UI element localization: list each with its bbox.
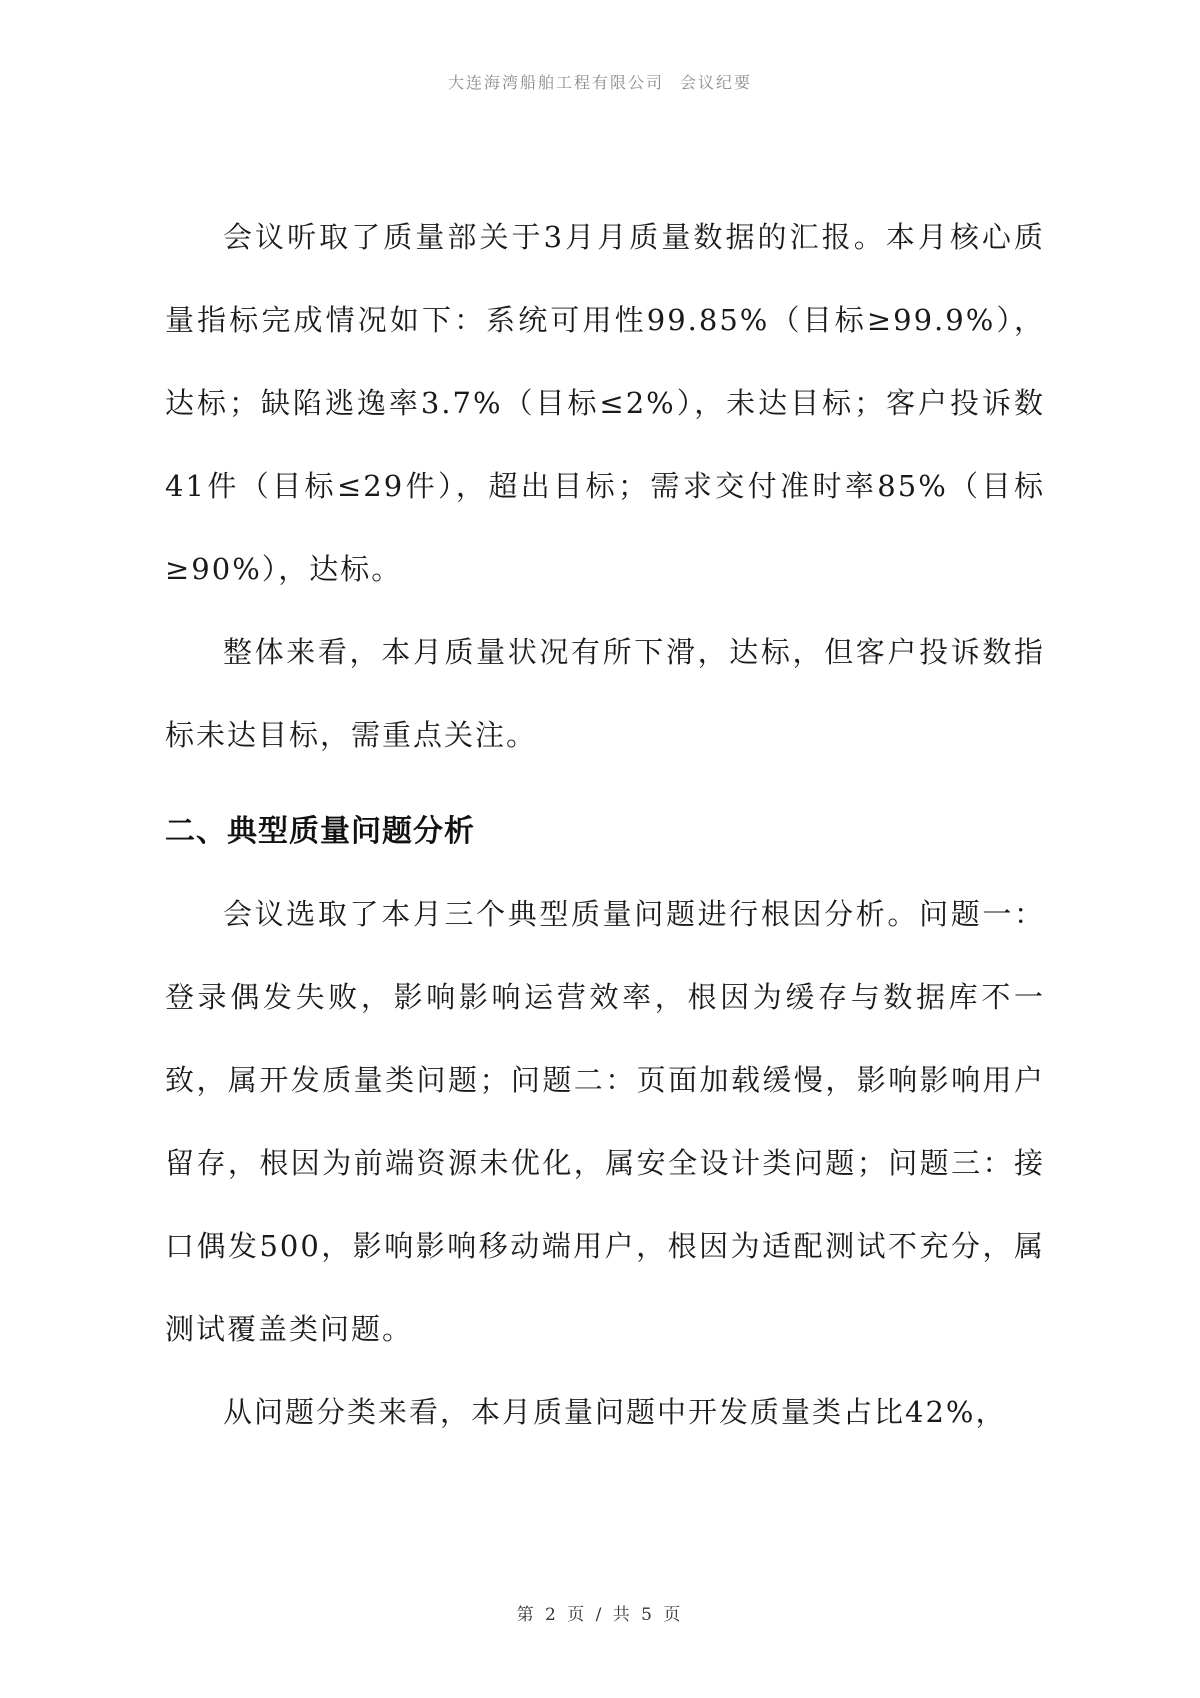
paragraph-root-cause-analysis: 会议选取了本月三个典型质量问题进行根因分析。问题一：登录偶发失败，影响影响运营效率，根因为缓存与数据库不一致，属开发质量类问题；问题二：页面加载缓慢，影响影响用户留存，根因为前端资源未优化，属安全设计类问题；问题三：接口偶发500，影响影响移动端用户，根因为适配测试不充分，属测试覆盖类问题。 — [165, 897, 1045, 1346]
page-footer-indicator: 第 2 页 / 共 5 页 — [516, 1605, 684, 1625]
paragraph-quality-metrics: 会议听取了质量部关于3月月质量数据的汇报。本月核心质量指标完成情况如下：系统可用性99.85%（目标≥99.9%），达标；缺陷逃逸率3.7%（目标≤2%），未达目标；客户投诉数41件（目标≤29件），超出目标；需求交付准时率85%（目标≥90%），达标。 — [165, 220, 1045, 586]
section-heading-typical-issues: 二、典型质量问题分析 — [165, 814, 475, 849]
page-header — [0, 70, 1200, 93]
header-company: 大连海湾船舶工程有限公司 — [447, 73, 664, 92]
paragraph-issue-classification: 从问题分类来看，本月质量问题中开发质量类占比42%， — [223, 1395, 1007, 1429]
header-doc-type: 会议纪要 — [680, 73, 753, 92]
paragraph-overall-summary: 整体来看，本月质量状况有所下滑，达标，但客户投诉数指标未达目标，需重点关注。 — [165, 635, 1045, 752]
document-body — [165, 196, 1045, 1454]
